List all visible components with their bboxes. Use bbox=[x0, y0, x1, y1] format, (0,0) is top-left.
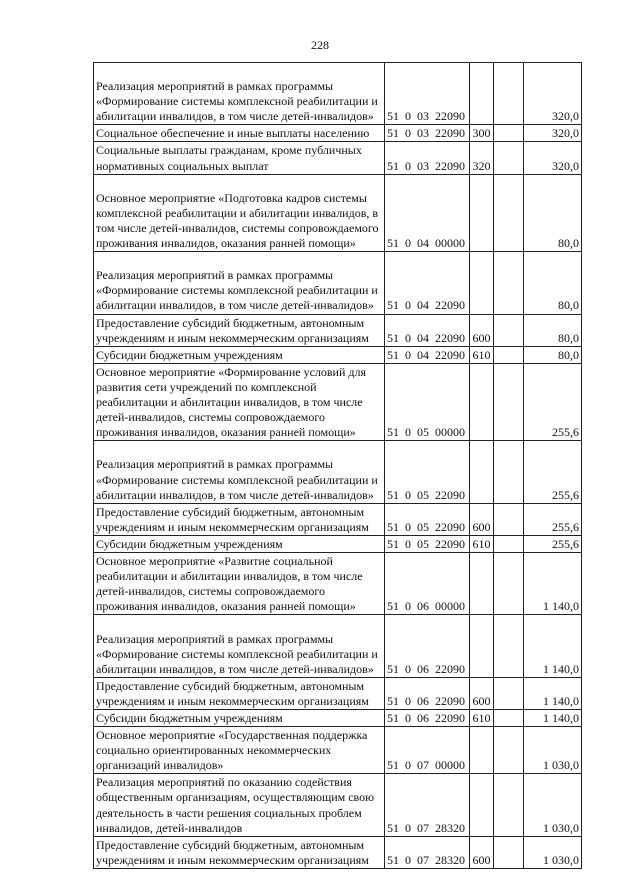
table-row bbox=[94, 252, 582, 314]
row-code-cell: 51 0 06 22090 bbox=[385, 709, 470, 726]
budget-table-body bbox=[94, 63, 582, 869]
table-row bbox=[94, 774, 582, 836]
row-expense-type-cell bbox=[470, 174, 494, 252]
row-empty-cell bbox=[494, 709, 524, 726]
row-sum-cell: 1 030,0 bbox=[524, 727, 582, 774]
table-row bbox=[94, 709, 582, 726]
row-expense-type-cell bbox=[470, 553, 494, 615]
row-name-cell: Субсидии бюджетным учреждениям bbox=[94, 346, 385, 363]
row-code-cell: 51 0 03 22090 bbox=[385, 63, 470, 125]
row-name-cell: Субсидии бюджетным учреждениям bbox=[94, 709, 385, 726]
row-code-cell: 51 0 06 22090 bbox=[385, 677, 470, 709]
row-name-cell: Основное мероприятие «Развитие социальной реабилитации и абилитации инвалидов, в том числе детей-инвалидов, системы сопровождаемого проживания инвалидов, оказания ранней помощи» bbox=[94, 553, 385, 615]
row-name-cell: Реализация мероприятий в рамках программы «Формирование системы комплексной реабилитации и абилитации инвалидов, в том числе детей-инвалидов» bbox=[94, 63, 385, 125]
table-row bbox=[94, 363, 582, 441]
row-expense-type-cell bbox=[470, 615, 494, 677]
page-number: 228 bbox=[311, 38, 329, 52]
row-expense-type-cell bbox=[470, 441, 494, 503]
table-row bbox=[94, 535, 582, 552]
row-empty-cell bbox=[494, 441, 524, 503]
row-empty-cell bbox=[494, 346, 524, 363]
row-code-cell: 51 0 07 28320 bbox=[385, 836, 470, 868]
row-name-cell: Реализация мероприятий в рамках программы «Формирование системы комплексной реабилитации и абилитации инвалидов, в том числе детей-инвалидов» bbox=[94, 441, 385, 503]
row-name-cell: Субсидии бюджетным учреждениям bbox=[94, 535, 385, 552]
row-empty-cell bbox=[494, 174, 524, 252]
row-expense-type-cell bbox=[470, 727, 494, 774]
row-empty-cell bbox=[494, 836, 524, 868]
row-expense-type-cell bbox=[470, 774, 494, 836]
row-name-cell: Предоставление субсидий бюджетным, автономным учреждениям и иным некоммерческим организациям bbox=[94, 836, 385, 868]
row-name-cell: Основное мероприятие «Государственная поддержка социально ориентированных некоммерческих организаций инвалидов» bbox=[94, 727, 385, 774]
row-name-cell: Основное мероприятие «Подготовка кадров системы комплексной реабилитации и абилитации инвалидов, в том числе детей-инвалидов, системы сопровождаемого проживания инвалидов, оказания ранней помощи» bbox=[94, 174, 385, 252]
row-empty-cell bbox=[494, 314, 524, 346]
row-sum-cell: 1 140,0 bbox=[524, 677, 582, 709]
table-row bbox=[94, 63, 582, 125]
row-code-cell: 51 0 05 22090 bbox=[385, 535, 470, 552]
row-code-cell: 51 0 05 00000 bbox=[385, 363, 470, 441]
table-row bbox=[94, 174, 582, 252]
row-code-cell: 51 0 05 22090 bbox=[385, 441, 470, 503]
row-empty-cell bbox=[494, 677, 524, 709]
row-sum-cell: 255,6 bbox=[524, 535, 582, 552]
row-expense-type-cell bbox=[470, 252, 494, 314]
budget-table bbox=[93, 62, 582, 869]
table-row bbox=[94, 125, 582, 142]
row-code-cell: 51 0 06 00000 bbox=[385, 553, 470, 615]
row-empty-cell bbox=[494, 252, 524, 314]
row-code-cell: 51 0 05 22090 bbox=[385, 503, 470, 535]
row-sum-cell: 80,0 bbox=[524, 252, 582, 314]
row-expense-type-cell: 300 bbox=[470, 125, 494, 142]
row-code-cell: 51 0 04 22090 bbox=[385, 252, 470, 314]
row-code-cell: 51 0 04 22090 bbox=[385, 314, 470, 346]
row-expense-type-cell: 600 bbox=[470, 314, 494, 346]
row-expense-type-cell bbox=[470, 363, 494, 441]
row-empty-cell bbox=[494, 535, 524, 552]
row-name-cell: Предоставление субсидий бюджетным, автономным учреждениям и иным некоммерческим организациям bbox=[94, 314, 385, 346]
row-expense-type-cell: 600 bbox=[470, 677, 494, 709]
row-name-cell: Социальные выплаты гражданам, кроме публичных нормативных социальных выплат bbox=[94, 142, 385, 174]
row-sum-cell: 1 140,0 bbox=[524, 709, 582, 726]
row-code-cell: 51 0 07 28320 bbox=[385, 774, 470, 836]
table-row bbox=[94, 677, 582, 709]
row-code-cell: 51 0 03 22090 bbox=[385, 142, 470, 174]
row-name-cell: Предоставление субсидий бюджетным, автономным учреждениям и иным некоммерческим организациям bbox=[94, 503, 385, 535]
row-expense-type-cell bbox=[470, 63, 494, 125]
row-code-cell: 51 0 06 22090 bbox=[385, 615, 470, 677]
table-row bbox=[94, 142, 582, 174]
row-empty-cell bbox=[494, 63, 524, 125]
row-sum-cell: 320,0 bbox=[524, 125, 582, 142]
row-empty-cell bbox=[494, 727, 524, 774]
table-row bbox=[94, 314, 582, 346]
row-name-cell: Реализация мероприятий в рамках программы «Формирование системы комплексной реабилитации и абилитации инвалидов, в том числе детей-инвалидов» bbox=[94, 252, 385, 314]
table-row bbox=[94, 553, 582, 615]
row-name-cell: Реализация мероприятий в рамках программы «Формирование системы комплексной реабилитации и абилитации инвалидов, в том числе детей-инвалидов» bbox=[94, 615, 385, 677]
row-empty-cell bbox=[494, 774, 524, 836]
row-empty-cell bbox=[494, 125, 524, 142]
table-row bbox=[94, 836, 582, 868]
table-row bbox=[94, 346, 582, 363]
row-code-cell: 51 0 04 00000 bbox=[385, 174, 470, 252]
row-code-cell: 51 0 07 00000 bbox=[385, 727, 470, 774]
row-sum-cell: 255,6 bbox=[524, 363, 582, 441]
table-row bbox=[94, 615, 582, 677]
row-empty-cell bbox=[494, 363, 524, 441]
row-name-cell: Предоставление субсидий бюджетным, автономным учреждениям и иным некоммерческим организациям bbox=[94, 677, 385, 709]
row-expense-type-cell: 600 bbox=[470, 503, 494, 535]
table-row bbox=[94, 727, 582, 774]
row-empty-cell bbox=[494, 615, 524, 677]
row-sum-cell: 1 030,0 bbox=[524, 774, 582, 836]
row-sum-cell: 320,0 bbox=[524, 142, 582, 174]
row-sum-cell: 1 140,0 bbox=[524, 553, 582, 615]
row-sum-cell: 80,0 bbox=[524, 346, 582, 363]
table-row bbox=[94, 441, 582, 503]
table-row bbox=[94, 503, 582, 535]
row-sum-cell: 255,6 bbox=[524, 441, 582, 503]
row-code-cell: 51 0 04 22090 bbox=[385, 346, 470, 363]
row-empty-cell bbox=[494, 553, 524, 615]
row-sum-cell: 80,0 bbox=[524, 174, 582, 252]
row-expense-type-cell: 610 bbox=[470, 709, 494, 726]
row-name-cell: Социальное обеспечение и иные выплаты населению bbox=[94, 125, 385, 142]
row-sum-cell: 320,0 bbox=[524, 63, 582, 125]
row-name-cell: Реализация мероприятий по оказанию содействия общественным организациям, осуществляющим свою деятельность в части решения социальных проблем инвалидов, детей-инвалидов bbox=[94, 774, 385, 836]
row-expense-type-cell: 600 bbox=[470, 836, 494, 868]
row-empty-cell bbox=[494, 142, 524, 174]
row-code-cell: 51 0 03 22090 bbox=[385, 125, 470, 142]
row-expense-type-cell: 320 bbox=[470, 142, 494, 174]
row-name-cell: Основное мероприятие «Формирование условий для развития сети учреждений по комплексной реабилитации и абилитации инвалидов, в том числе детей-инвалидов, системы сопровождаемого проживания инвалидов, оказания ранней помощи» bbox=[94, 363, 385, 441]
row-sum-cell: 1 030,0 bbox=[524, 836, 582, 868]
row-expense-type-cell: 610 bbox=[470, 346, 494, 363]
row-sum-cell: 80,0 bbox=[524, 314, 582, 346]
row-sum-cell: 255,6 bbox=[524, 503, 582, 535]
row-sum-cell: 1 140,0 bbox=[524, 615, 582, 677]
row-empty-cell bbox=[494, 503, 524, 535]
row-expense-type-cell: 610 bbox=[470, 535, 494, 552]
